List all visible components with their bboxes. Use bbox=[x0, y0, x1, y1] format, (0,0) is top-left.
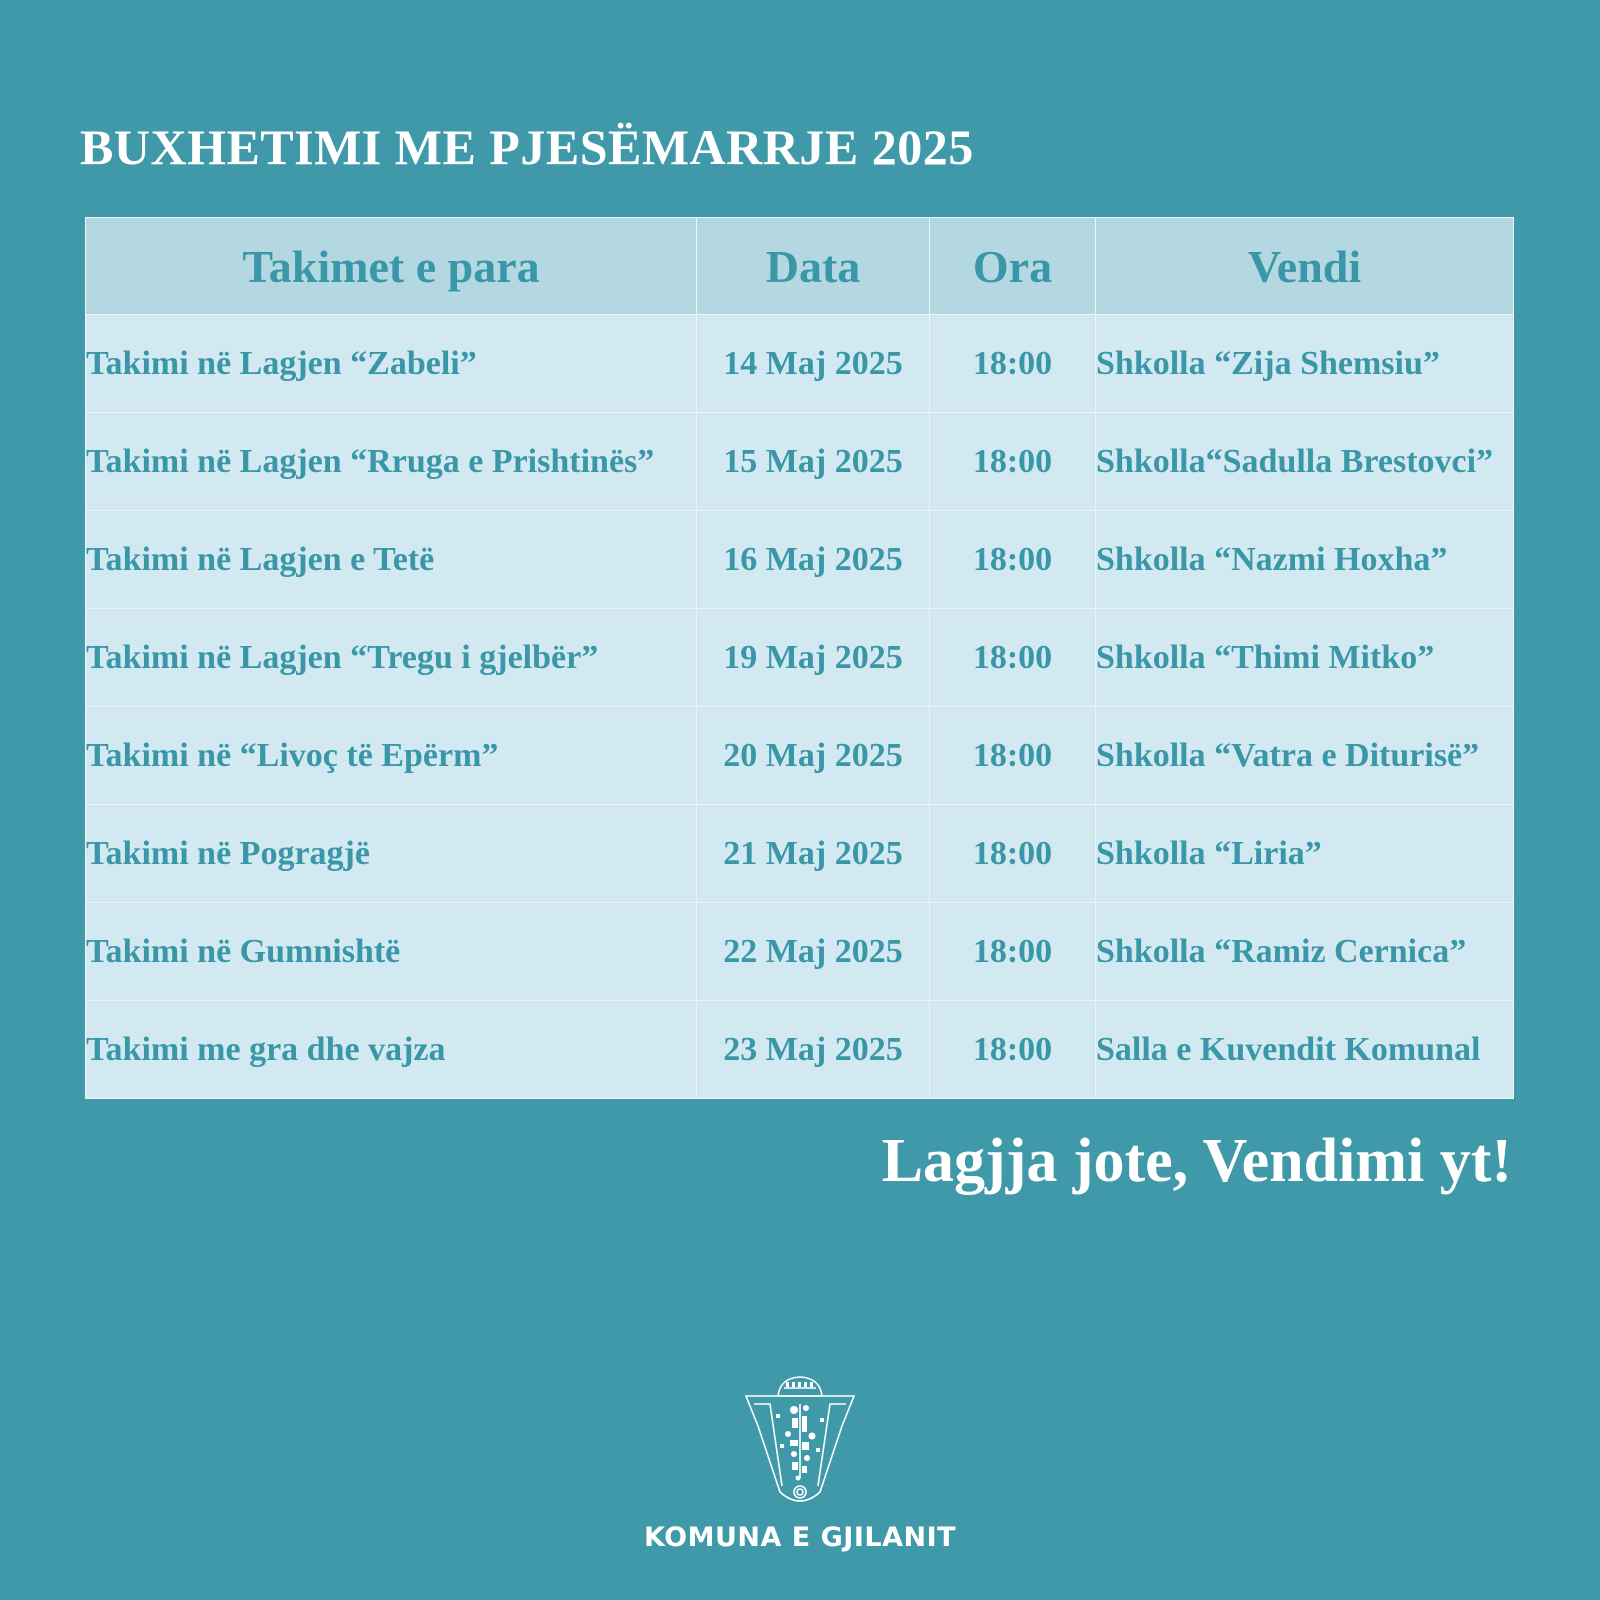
meeting-name-cell: Takimi në “Livoç të Epërm” bbox=[86, 707, 697, 805]
meeting-date-cell: 20 Maj 2025 bbox=[697, 707, 930, 805]
meetings-table bbox=[85, 217, 1514, 1099]
meeting-time-cell: 18:00 bbox=[930, 707, 1096, 805]
municipal-coat-of-arms-icon bbox=[740, 1374, 860, 1510]
table-row bbox=[86, 413, 1514, 511]
meeting-date-cell: 21 Maj 2025 bbox=[697, 805, 930, 903]
meeting-name-cell: Takimi në Pogragjë bbox=[86, 805, 697, 903]
table-row bbox=[86, 1001, 1514, 1099]
table-row bbox=[86, 707, 1514, 805]
column-header-meetings: Takimet e para bbox=[86, 218, 697, 315]
meeting-venue-cell: Shkolla “Vatra e Diturisë” bbox=[1096, 707, 1514, 805]
meeting-venue-cell: Salla e Kuvendit Komunal bbox=[1096, 1001, 1514, 1099]
meeting-name-cell: Takimi në Lagjen e Tetë bbox=[86, 511, 697, 609]
table-header-row bbox=[86, 218, 1514, 315]
meeting-name-cell: Takimi në Lagjen “Tregu i gjelbër” bbox=[86, 609, 697, 707]
column-header-venue: Vendi bbox=[1096, 218, 1514, 315]
meeting-time-cell: 18:00 bbox=[930, 511, 1096, 609]
meeting-time-cell: 18:00 bbox=[930, 609, 1096, 707]
meeting-date-cell: 22 Maj 2025 bbox=[697, 903, 930, 1001]
slogan: Lagjja jote, Vendimi yt! bbox=[881, 1127, 1512, 1195]
meeting-name-cell: Takimi me gra dhe vajza bbox=[86, 1001, 697, 1099]
organization-name: KOMUNA E GJILANIT bbox=[643, 1522, 957, 1553]
meeting-venue-cell: Shkolla “Ramiz Cernica” bbox=[1096, 903, 1514, 1001]
table-row bbox=[86, 315, 1514, 413]
meeting-time-cell: 18:00 bbox=[930, 413, 1096, 511]
meeting-name-cell: Takimi në Lagjen “Zabeli” bbox=[86, 315, 697, 413]
meeting-time-cell: 18:00 bbox=[930, 903, 1096, 1001]
meeting-date-cell: 15 Maj 2025 bbox=[697, 413, 930, 511]
meeting-venue-cell: Shkolla “Liria” bbox=[1096, 805, 1514, 903]
meeting-time-cell: 18:00 bbox=[930, 805, 1096, 903]
meeting-name-cell: Takimi në Gumnishtë bbox=[86, 903, 697, 1001]
meeting-date-cell: 23 Maj 2025 bbox=[697, 1001, 930, 1099]
table-row bbox=[86, 609, 1514, 707]
table-row bbox=[86, 511, 1514, 609]
meeting-venue-cell: Shkolla “Zija Shemsiu” bbox=[1096, 315, 1514, 413]
table-row bbox=[86, 805, 1514, 903]
column-header-date: Data bbox=[697, 218, 930, 315]
meeting-date-cell: 16 Maj 2025 bbox=[697, 511, 930, 609]
meeting-time-cell: 18:00 bbox=[930, 1001, 1096, 1099]
meeting-venue-cell: Shkolla“Sadulla Brestovci” bbox=[1096, 413, 1514, 511]
meeting-venue-cell: Shkolla “Thimi Mitko” bbox=[1096, 609, 1514, 707]
meeting-time-cell: 18:00 bbox=[930, 315, 1096, 413]
meeting-venue-cell: Shkolla “Nazmi Hoxha” bbox=[1096, 511, 1514, 609]
meeting-date-cell: 19 Maj 2025 bbox=[697, 609, 930, 707]
page-title: BUXHETIMI ME PJESËMARRJE 2025 bbox=[80, 119, 974, 175]
table-row bbox=[86, 903, 1514, 1001]
meeting-name-cell: Takimi në Lagjen “Rruga e Prishtinës” bbox=[86, 413, 697, 511]
column-header-time: Ora bbox=[930, 218, 1096, 315]
meeting-date-cell: 14 Maj 2025 bbox=[697, 315, 930, 413]
